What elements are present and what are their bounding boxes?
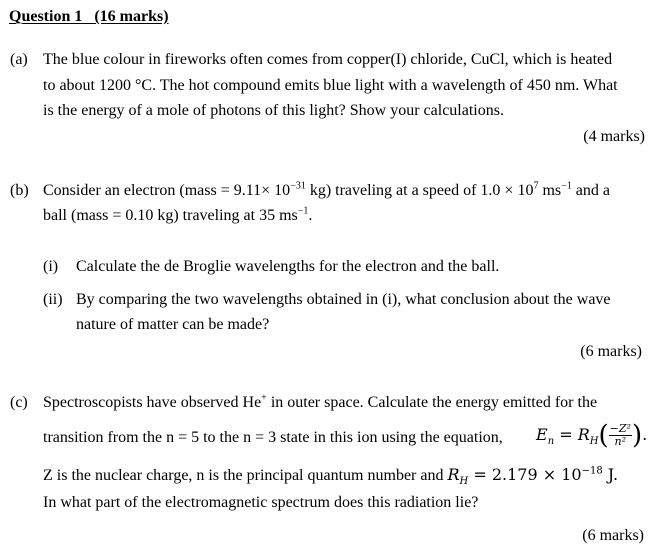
part-b-sub-i-label: (i) [43,258,59,275]
rydberg-value-expression [447,465,619,488]
part-a-marks: (4 marks) [583,128,645,145]
part-b-line-1 [43,182,610,200]
part-b-line-2-pre: ball (mass = 0.10 kg) traveling at 35 ms [43,207,298,224]
part-b-line-1-pre: Consider an electron (mass = 9.11× 10 [43,182,291,199]
rydberg-unit: J. [602,465,619,484]
equation-rydberg-subscript: H [589,436,599,448]
part-b-exp-2: 7 [533,180,539,192]
equation-period: . [642,425,648,444]
part-b-sub-ii-line-2: nature of matter can be made? [76,316,270,333]
part-c-label: (c) [10,394,28,411]
part-b-exp-3: −1 [561,180,572,192]
rydberg-subscript: H [459,476,469,488]
question-heading [9,8,169,26]
part-a-label: (a) [10,51,28,68]
equation-denominator: n² [614,435,627,448]
part-b-sub-i-text: Calculate the de Broglie wavelengths for the electron and the ball. [76,258,500,275]
equation-energy-symbol: E [536,425,548,444]
part-c-line-2: transition from the n = 5 to the n = 3 state in this ion using the equation, [43,429,503,446]
part-c-line-3-pre: Z is the nuclear charge, n is the principal quantum number and [43,467,444,484]
equation-equals: = [554,425,578,444]
rydberg-value: = 2.179 × 10 [468,465,582,484]
part-b-label: (b) [10,182,29,199]
part-a-line-3: is the energy of a mole of photons of this light? Show your calculations. [43,102,504,119]
part-b-line-1-unit: ms [538,182,562,199]
part-c-line-1-post: in outer space. Calculate the energy emitted for the [266,394,598,411]
equation-energy-subscript: n [547,436,555,448]
equation-open-paren: ( [598,420,609,451]
rydberg-symbol: R [447,465,460,484]
part-b-sub-ii-line-1: By comparing the two wavelengths obtained in (i), what conclusion about the wave [76,291,611,308]
part-b-line-2 [43,207,312,225]
part-b-line-2-exp: −1 [297,205,309,217]
rydberg-exponent: −18 [581,465,603,477]
part-b-line-1-post: and a [571,182,610,199]
part-b-exp-1: −31 [290,180,306,192]
question-title: Question 1 [9,8,83,25]
equation-numerator: −Z² [609,422,631,435]
part-c-line-1 [43,394,597,412]
part-c-line-1-pre: Spectroscopists have observed He [43,394,262,411]
part-c-ion-charge: + [261,392,267,404]
part-b-sub-ii-label: (ii) [43,291,63,308]
equation-rydberg-symbol: R [577,425,590,444]
part-b-line-2-post: . [308,207,313,224]
equation-close-paren: ) [631,420,643,451]
part-b-marks: (6 marks) [580,343,642,360]
part-a-line-1: The blue colour in fireworks often comes from copper(I) chloride, CuCl, which is heated [43,51,613,68]
part-c-line-3 [43,465,619,488]
part-b-line-1-mid: kg) traveling at a speed of 1.0 × 10 [305,182,534,199]
part-a-line-2: to about 1200 °C. The hot compound emits blue light with a wavelength of 450 nm. What [43,77,618,94]
bohr-energy-equation [536,420,648,451]
equation-fraction [609,423,632,448]
part-c-marks: (6 marks) [582,527,644,544]
part-c-line-4: In what part of the electromagnetic spectrum does this radiation lie? [43,494,479,511]
question-total-marks: (16 marks) [94,8,169,25]
